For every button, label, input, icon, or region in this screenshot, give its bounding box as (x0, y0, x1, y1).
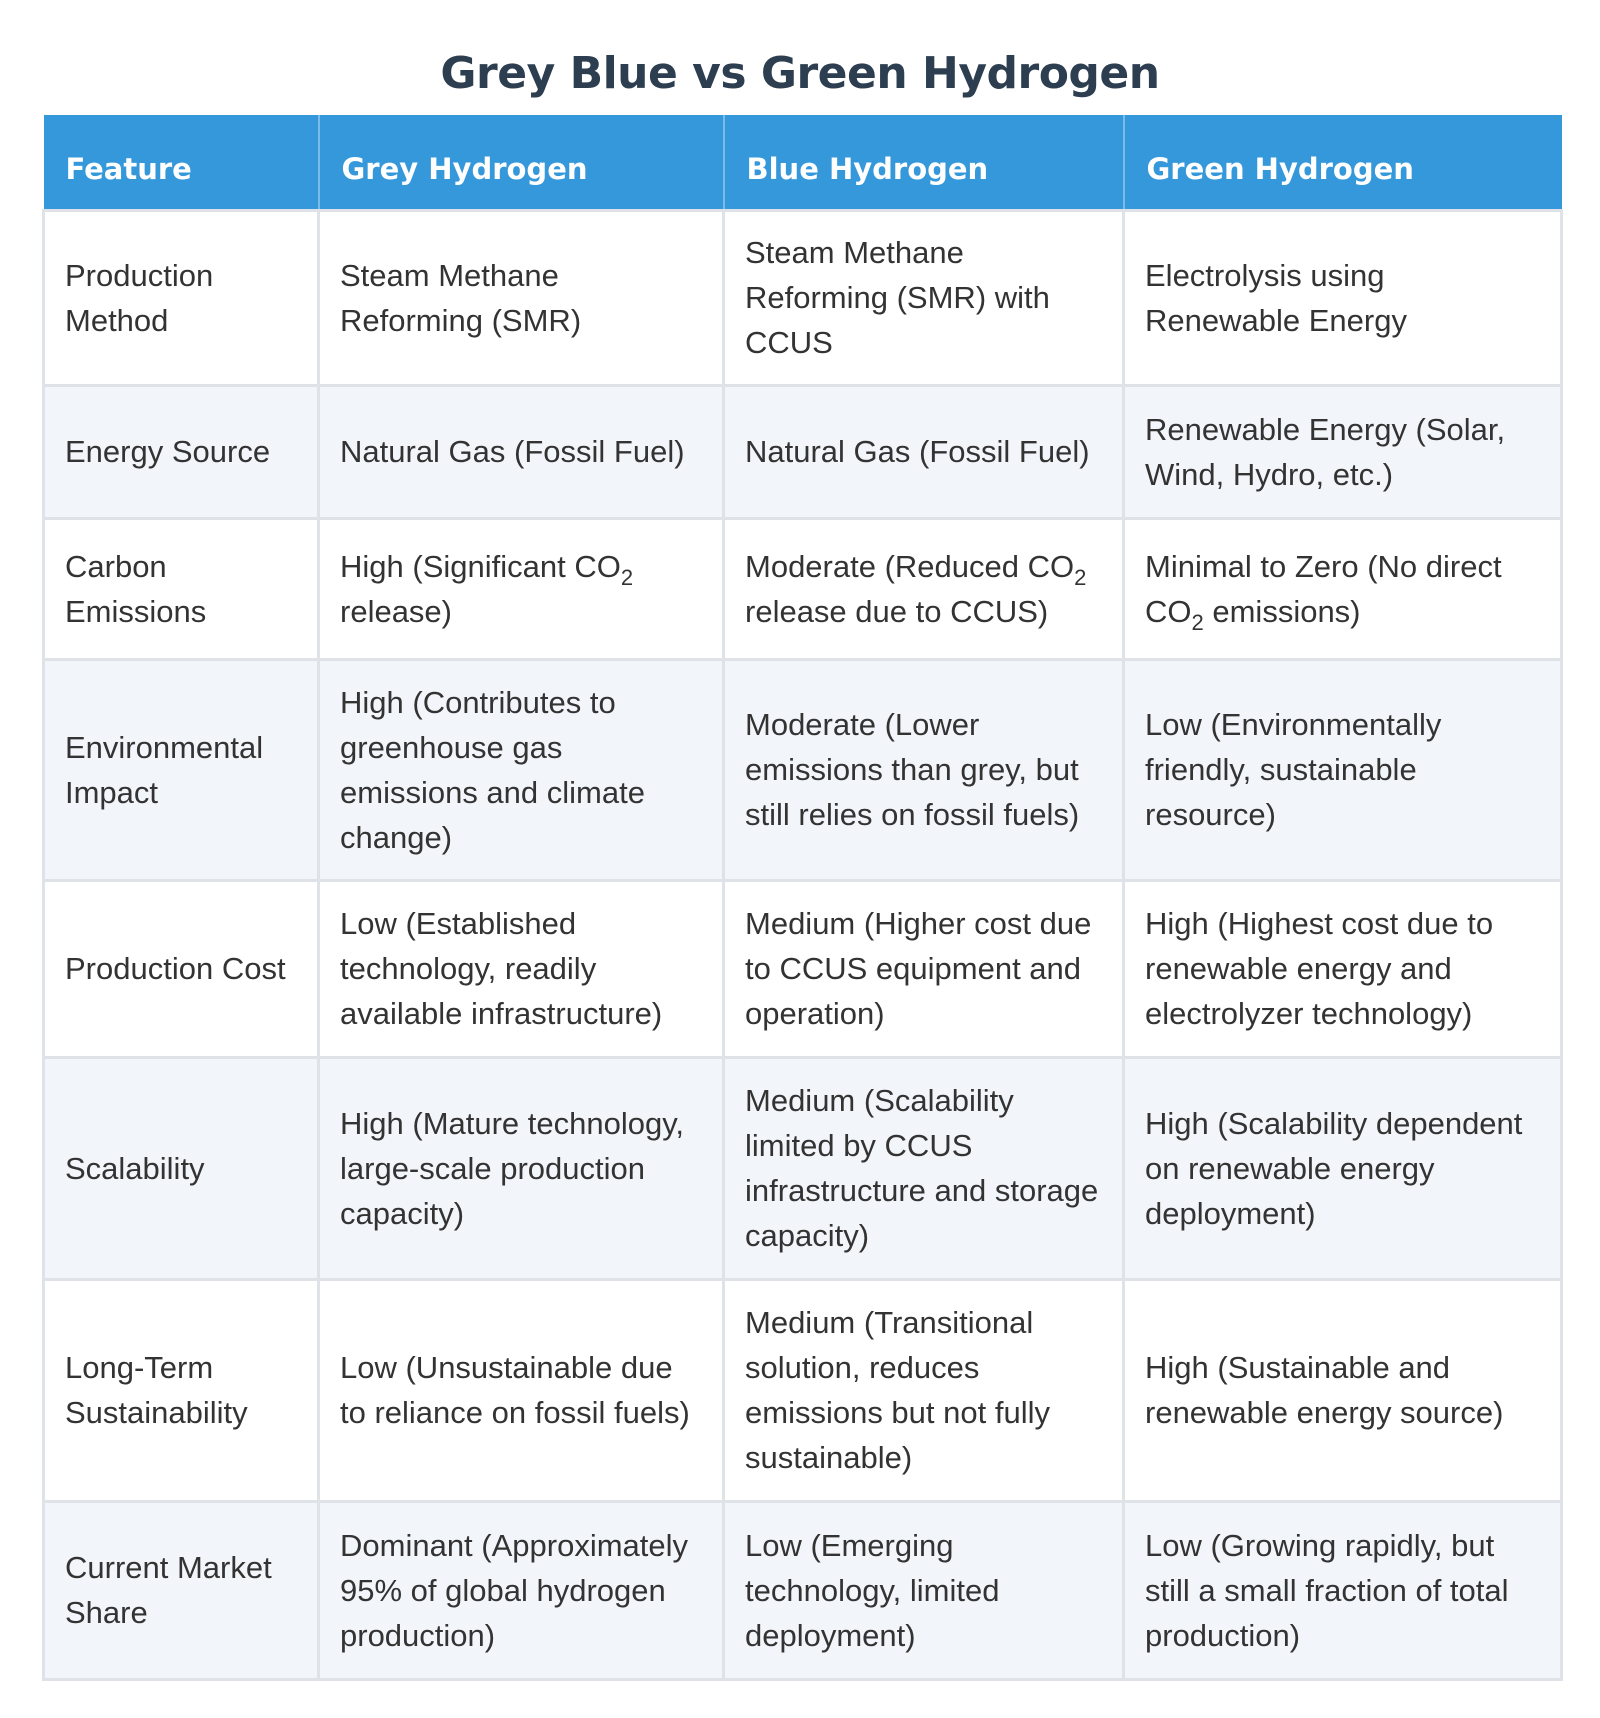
comparison-table (42, 115, 1563, 1681)
header-row (44, 115, 1562, 210)
grey-cell: Natural Gas (Fossil Fuel) (319, 385, 724, 518)
table-row (44, 1057, 1562, 1279)
grey-cell: Steam Methane Reforming (SMR) (319, 210, 724, 385)
table-row (44, 659, 1562, 880)
grey-cell: High (Mature technology, large-scale production capacity) (319, 1057, 724, 1279)
grey-cell: High (Contributes to greenhouse gas emissions and climate change) (319, 659, 724, 880)
blue-cell (724, 518, 1124, 659)
table-header (44, 115, 1562, 210)
header-green-hydrogen: Green Hydrogen (1124, 115, 1562, 210)
feature-cell: Environmental Impact (44, 659, 319, 880)
grey-co2-suffix: release) (340, 593, 452, 629)
blue-cell: Steam Methane Reforming (SMR) with CCUS (724, 210, 1124, 385)
feature-cell: Current Market Share (44, 1501, 319, 1679)
header-blue-hydrogen: Blue Hydrogen (724, 115, 1124, 210)
feature-cell: Production Cost (44, 880, 319, 1057)
table-row (44, 518, 1562, 659)
feature-cell: Scalability (44, 1057, 319, 1279)
green-co2-subscript: 2 (1191, 609, 1204, 635)
green-cell: High (Scalability dependent on renewable energy deployment) (1124, 1057, 1562, 1279)
table-row (44, 1501, 1562, 1679)
blue-co2-subscript: 2 (1074, 564, 1087, 590)
feature-cell: Energy Source (44, 385, 319, 518)
grey-cell: Low (Unsustainable due to reliance on fossil fuels) (319, 1279, 724, 1501)
green-cell: High (Sustainable and renewable energy source) (1124, 1279, 1562, 1501)
green-co2-text: Minimal to Zero (No direct CO (1145, 548, 1502, 629)
green-cell: Low (Growing rapidly, but still a small fraction of total production) (1124, 1501, 1562, 1679)
grey-cell: Low (Established technology, readily available infrastructure) (319, 880, 724, 1057)
feature-cell: Carbon Emissions (44, 518, 319, 659)
blue-co2-suffix: release due to CCUS) (745, 593, 1049, 629)
green-cell: High (Highest cost due to renewable energy and electrolyzer technology) (1124, 880, 1562, 1057)
table-row (44, 880, 1562, 1057)
blue-co2-text: Moderate (Reduced CO (745, 548, 1075, 584)
grey-co2-subscript: 2 (620, 564, 634, 590)
table-body (44, 210, 1562, 1679)
header-feature: Feature (44, 115, 319, 210)
table-row (44, 1279, 1562, 1501)
green-cell: Renewable Energy (Solar, Wind, Hydro, etc.) (1124, 385, 1562, 518)
green-cell: Electrolysis using Renewable Energy (1124, 210, 1562, 385)
feature-cell: Long-Term Sustainability (44, 1279, 319, 1501)
table-row (44, 210, 1562, 385)
blue-cell: Low (Emerging technology, limited deployment) (724, 1501, 1124, 1679)
blue-cell: Natural Gas (Fossil Fuel) (724, 385, 1124, 518)
green-co2-suffix: emissions) (1203, 593, 1361, 629)
green-cell: Low (Environmentally friendly, sustainable resource) (1124, 659, 1562, 880)
page-title: Grey Blue vs Green Hydrogen (440, 48, 1160, 99)
comparison-table-container (42, 115, 1560, 1681)
grey-co2-text: High (Significant CO (340, 548, 621, 584)
grey-cell: Dominant (Approximately 95% of global hydrogen production) (319, 1501, 724, 1679)
blue-cell: Medium (Scalability limited by CCUS infrastructure and storage capacity) (724, 1057, 1124, 1279)
table-row (44, 385, 1562, 518)
grey-cell (319, 518, 724, 659)
blue-cell: Medium (Transitional solution, reduces emissions but not fully sustainable) (724, 1279, 1124, 1501)
feature-cell: Production Method (44, 210, 319, 385)
green-cell (1124, 518, 1562, 659)
header-grey-hydrogen: Grey Hydrogen (319, 115, 724, 210)
blue-cell: Medium (Higher cost due to CCUS equipment and operation) (724, 880, 1124, 1057)
blue-cell: Moderate (Lower emissions than grey, but still relies on fossil fuels) (724, 659, 1124, 880)
